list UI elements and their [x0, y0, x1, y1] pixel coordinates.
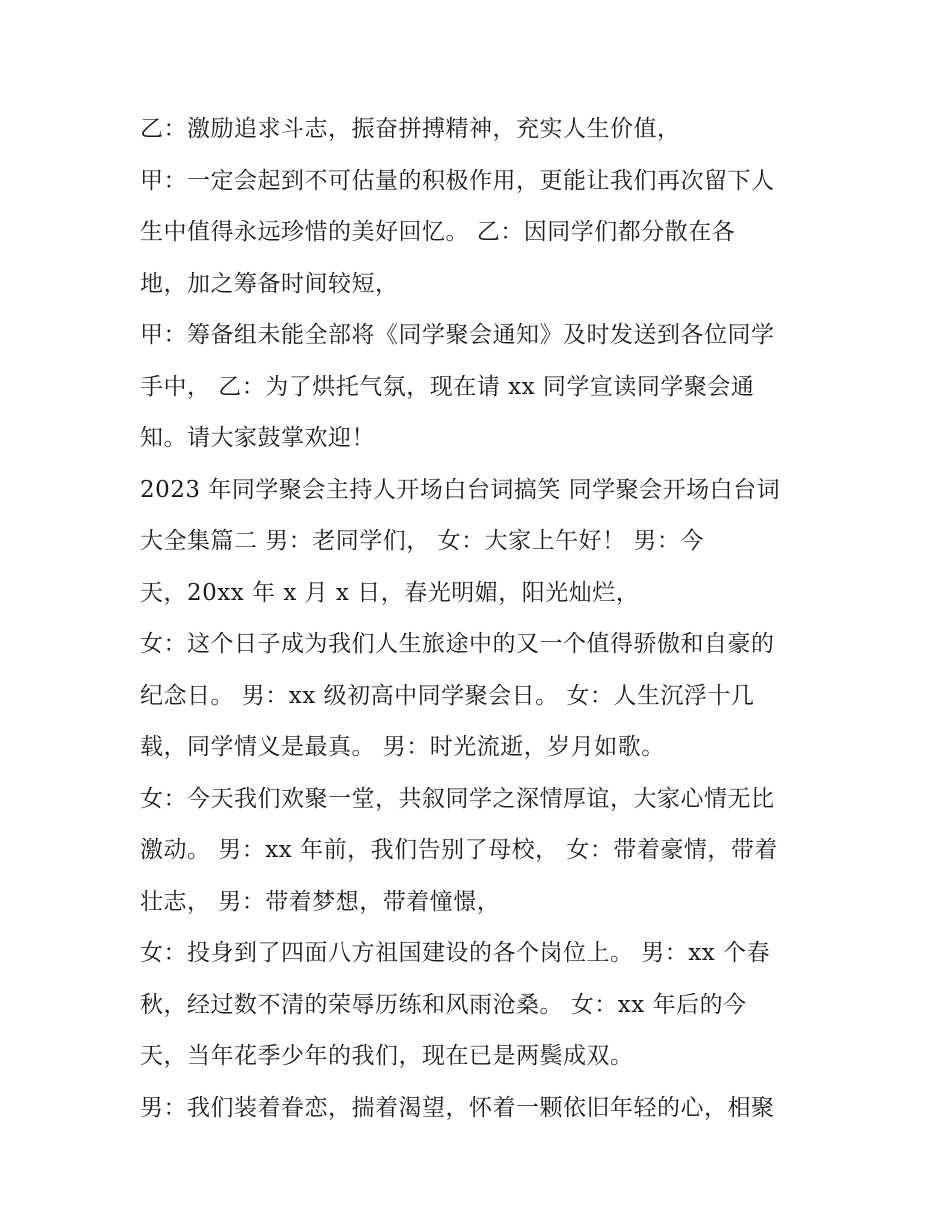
text-line: 女：今天我们欢聚一堂，共叙同学之深情厚谊，大家心情无比	[140, 785, 775, 812]
text-line: 天，当年花季少年的我们，现在已是两鬓成双。	[140, 1043, 634, 1069]
text-line: 壮志， 男：带着梦想，带着憧憬，	[140, 888, 501, 915]
text-line: 知。请大家鼓掌欢迎！	[140, 425, 375, 451]
text-line: 载，同学情义是最真。 男：时光流逝，岁月如歌。	[140, 734, 665, 760]
text-line: 手中， 乙：为了烘托气氛，现在请 xx 同学宣读同学聚会通	[140, 373, 755, 400]
text-line: 纪念日。 男：xx 级初高中同学聚会日。 女：人生沉浮十几	[140, 682, 755, 709]
text-line: 2023 年同学聚会主持人开场白台词搞笑 同学聚会开场白台词	[140, 476, 781, 503]
text-line: 甲：筹备组未能全部将《同学聚会通知》及时发送到各位同学	[140, 322, 775, 348]
text-line: 男：我们装着眷恋，揣着渴望，怀着一颗依旧年轻的心，相聚	[140, 1094, 775, 1121]
text-line: 甲：一定会起到不可估量的积极作用，更能让我们再次留下人	[140, 167, 775, 194]
text-line: 激动。 男：xx 年前，我们告别了母校， 女：带着豪情，带着	[140, 837, 778, 863]
text-line: 大全集篇二 男：老同学们， 女：大家上午好！ 男：今	[140, 528, 704, 554]
document-body	[140, 104, 830, 1134]
text-line: 女：这个日子成为我们人生旅途中的又一个值得骄傲和自豪的	[140, 631, 775, 657]
text-line: 天，20xx 年 x 月 x 日，春光明媚，阳光灿烂，	[140, 579, 640, 606]
text-line: 秋，经过数不清的荣辱历练和风雨沧桑。 女：xx 年后的今	[140, 991, 747, 1018]
text-line: 生中值得永远珍惜的美好回忆。 乙：因同学们都分散在各	[140, 219, 736, 245]
text-line: 乙：激励追求斗志，振奋拼搏精神，充实人生价值，	[140, 116, 681, 142]
text-line: 地，加之筹备时间较短，	[140, 270, 399, 297]
text-line: 女：投身到了四面八方祖国建设的各个岗位上。 男：xx 个春	[140, 940, 771, 966]
